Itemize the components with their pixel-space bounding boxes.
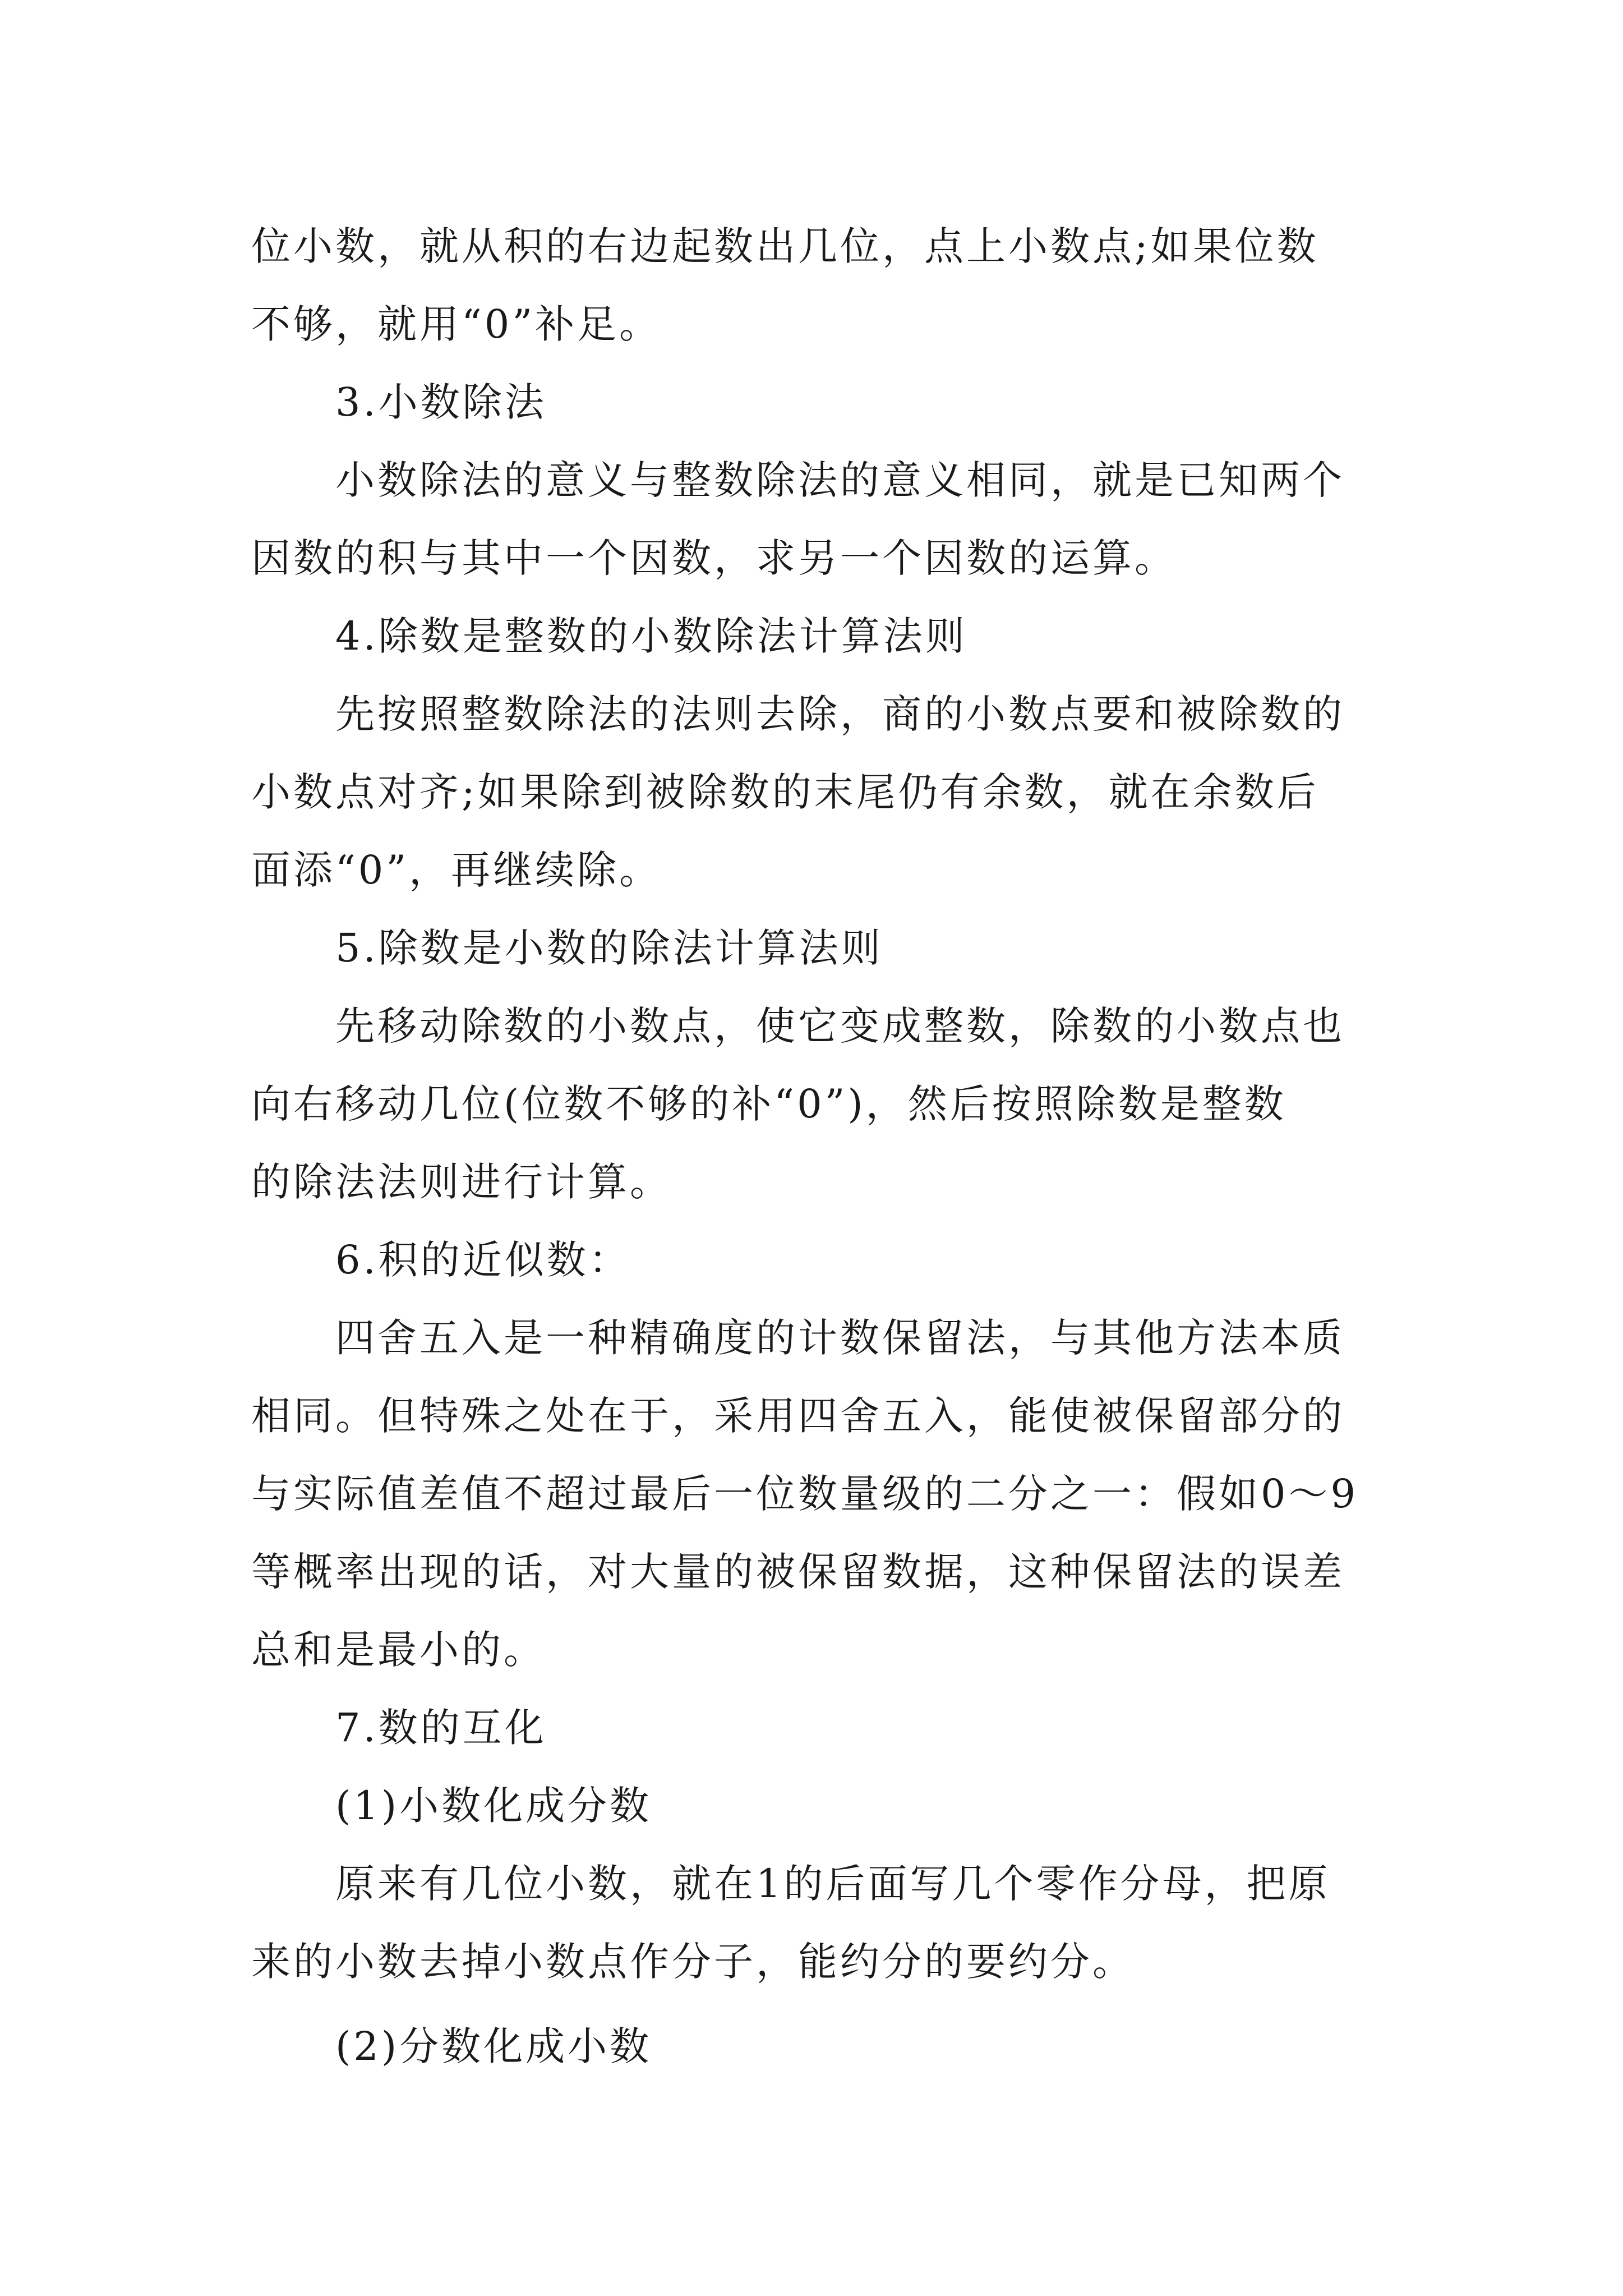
text-line: 小数除法的意义与整数除法的意义相同，就是已知两个 xyxy=(335,457,1345,503)
section-heading: 5.除数是小数的除法计算法则 xyxy=(335,925,883,971)
subsection-heading: (1)小数化成分数 xyxy=(335,1783,652,1829)
text-line: 因数的积与其中一个因数，求另一个因数的运算。 xyxy=(251,535,1177,581)
text-line: 与实际值差值不超过最后一位数量级的二分之一：假如0～9 xyxy=(251,1471,1359,1517)
text-line: 相同。但特殊之处在于，采用四舍五入，能使被保留部分的 xyxy=(251,1393,1345,1439)
text-line: 不够，就用“0”补足。 xyxy=(251,301,662,347)
text-line: 小数点对齐;如果除到被除数的末尾仍有余数，就在余数后 xyxy=(251,769,1319,815)
text-line: 先按照整数除法的法则去除，商的小数点要和被除数的 xyxy=(335,691,1345,737)
text-line: 的除法法则进行计算。 xyxy=(251,1159,672,1205)
subsection-heading: (2)分数化成小数 xyxy=(335,2023,652,2069)
text-line: 四舍五入是一种精确度的计数保留法，与其他方法本质 xyxy=(335,1315,1345,1361)
text-line: 先移动除数的小数点，使它变成整数，除数的小数点也 xyxy=(335,1003,1345,1049)
text-line: 面添“0”，再继续除。 xyxy=(251,847,662,893)
section-heading: 4.除数是整数的小数除法计算法则 xyxy=(335,613,967,659)
text-line: 向右移动几位(位数不够的补“0”)，然后按照除数是整数 xyxy=(251,1081,1287,1127)
section-heading: 3.小数除法 xyxy=(335,379,547,425)
text-line: 位小数，就从积的右边起数出几位，点上小数点;如果位数 xyxy=(251,223,1319,269)
section-heading: 6.积的近似数： xyxy=(335,1237,631,1283)
text-line: 原来有几位小数，就在1的后面写几个零作分母，把原 xyxy=(335,1861,1331,1907)
document-body xyxy=(251,208,1390,2086)
section-heading: 7.数的互化 xyxy=(335,1705,547,1751)
text-line: 等概率出现的话，对大量的被保留数据，这种保留法的误差 xyxy=(251,1549,1345,1595)
text-line: 来的小数去掉小数点作分子，能约分的要约分。 xyxy=(251,1939,1135,1985)
text-line: 总和是最小的。 xyxy=(251,1627,546,1673)
